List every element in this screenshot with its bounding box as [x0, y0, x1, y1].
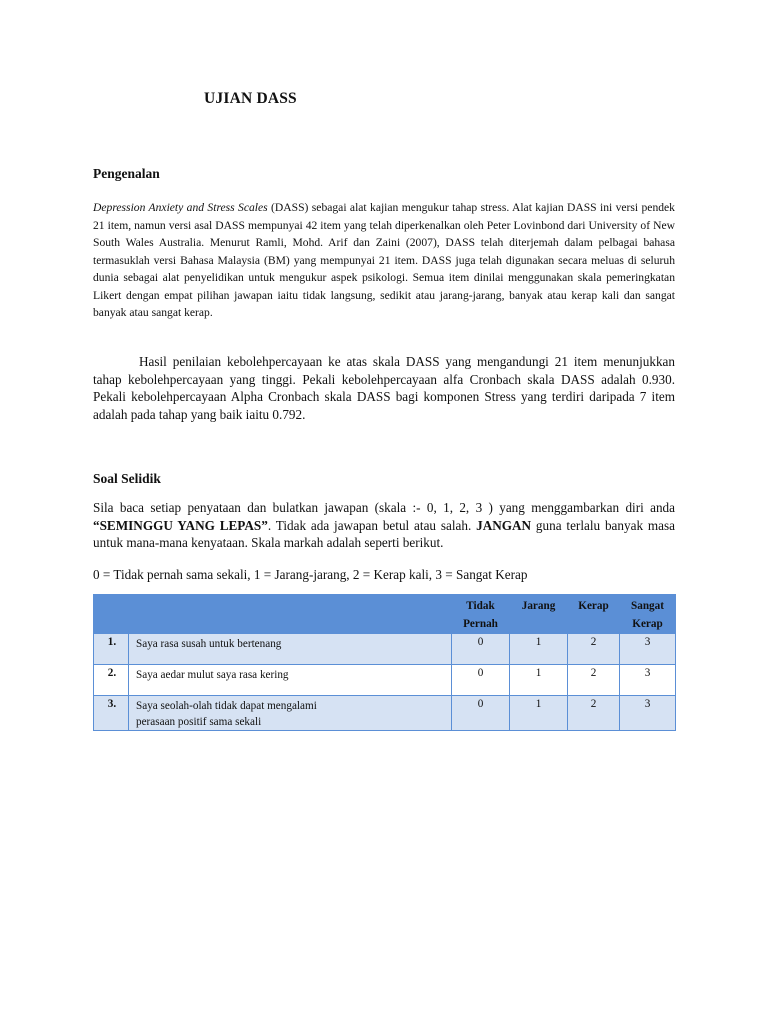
row-number: 2. [94, 665, 129, 696]
survey-heading: Soal Selidik [93, 471, 161, 486]
table-row [94, 634, 676, 665]
option-1[interactable]: 1 [510, 696, 568, 731]
survey-instructions [93, 499, 675, 552]
header-sangat-kerap: Sangat Kerap [620, 595, 676, 634]
option-1[interactable]: 1 [510, 634, 568, 665]
instr-emphasis-dont: JANGAN [476, 517, 532, 533]
row-statement: Saya seolah-olah tidak dapat mengalami perasaan positif sama sekali [129, 696, 452, 731]
header-kerap: Kerap [568, 595, 620, 634]
option-2[interactable]: 2 [568, 634, 620, 665]
row-statement: Saya aedar mulut saya rasa kering [129, 665, 452, 696]
instr-text-c: . Tidak ada jawapan betul atau salah. [267, 517, 477, 533]
intro-paragraph-1 [93, 199, 675, 322]
instr-text-a: Sila baca setiap penyataan dan bulatkan jawapan (skala :- 0, 1, 2, 3 ) yang menggambarkan diri anda [93, 500, 675, 515]
row-number: 1. [94, 634, 129, 665]
option-0[interactable]: 0 [452, 696, 510, 731]
intro-italic-term: Depression Anxiety and Stress Scales [93, 201, 268, 214]
header-jarang: Jarang [510, 595, 568, 634]
instr-text-e: guna terlalu banyak masa untuk mana-mana kenyataan. Skala markah adalah seperti berikut. [93, 517, 675, 550]
row-statement: Saya rasa susah untuk bertenang [129, 634, 452, 665]
table-row [94, 696, 676, 731]
option-0[interactable]: 0 [452, 634, 510, 665]
option-3[interactable]: 3 [620, 696, 676, 731]
header-item [129, 595, 452, 634]
header-tidak-pernah: Tidak Pernah [452, 595, 510, 634]
option-1[interactable]: 1 [510, 665, 568, 696]
table-header-row [94, 595, 676, 634]
scale-legend: 0 = Tidak pernah sama sekali, 1 = Jarang-jarang, 2 = Kerap kali, 3 = Sangat Kerap [93, 567, 528, 582]
option-3[interactable]: 3 [620, 634, 676, 665]
intro-paragraph-2: Hasil penilaian kebolehpercayaan ke atas skala DASS yang mengandungi 21 item menunjukkan tahap kebolehpercayaan yang tinggi. Pekali kebolehpercayaan alfa Cronbach skala DASS adalah 0.930. Pekali kebolehpercayaan Alpha Cronbach skala DASS bagi komponen Stress yang terdiri daripada 7 item adalah pada tahap yang baik iaitu 0.792. [93, 354, 675, 422]
page-title: UJIAN DASS [204, 90, 297, 107]
table-row [94, 665, 676, 696]
option-2[interactable]: 2 [568, 665, 620, 696]
option-2[interactable]: 2 [568, 696, 620, 731]
row-number: 3. [94, 696, 129, 731]
option-0[interactable]: 0 [452, 665, 510, 696]
instr-emphasis-week: “SEMINGGU YANG LEPAS” [93, 517, 268, 533]
intro-heading: Pengenalan [93, 166, 160, 181]
dass-table [93, 594, 676, 731]
header-number [94, 595, 129, 634]
option-3[interactable]: 3 [620, 665, 676, 696]
intro-paragraph-1-text: (DASS) sebagai alat kajian mengukur tahap stress. Alat kajian DASS ini versi pendek 21 item, namun versi asal DASS mempunyai 42 item yang telah diperkenalkan oleh Peter Lovinbond dari University of New South Wales Australia. Menurut Ramli, Mohd. Arif dan Zaini (2007), DASS telah diterjemah dalam pelbagai bahasa termasuklah versi Bahasa Malaysia (BM) yang mempunyai 21 item. DASS juga telah digunakan secara meluas di seluruh dunia sebagai alat penyelidikan untuk mengukur aspek psikologi. Semua item dinilai menggunakan skala pemeringkatan Likert dengan empat pilihan jawapan iaitu tidak langsung, sedikit atau jarang-jarang, banyak atau kerap kali dan sangat banyak atau sangat kerap. [93, 201, 675, 319]
